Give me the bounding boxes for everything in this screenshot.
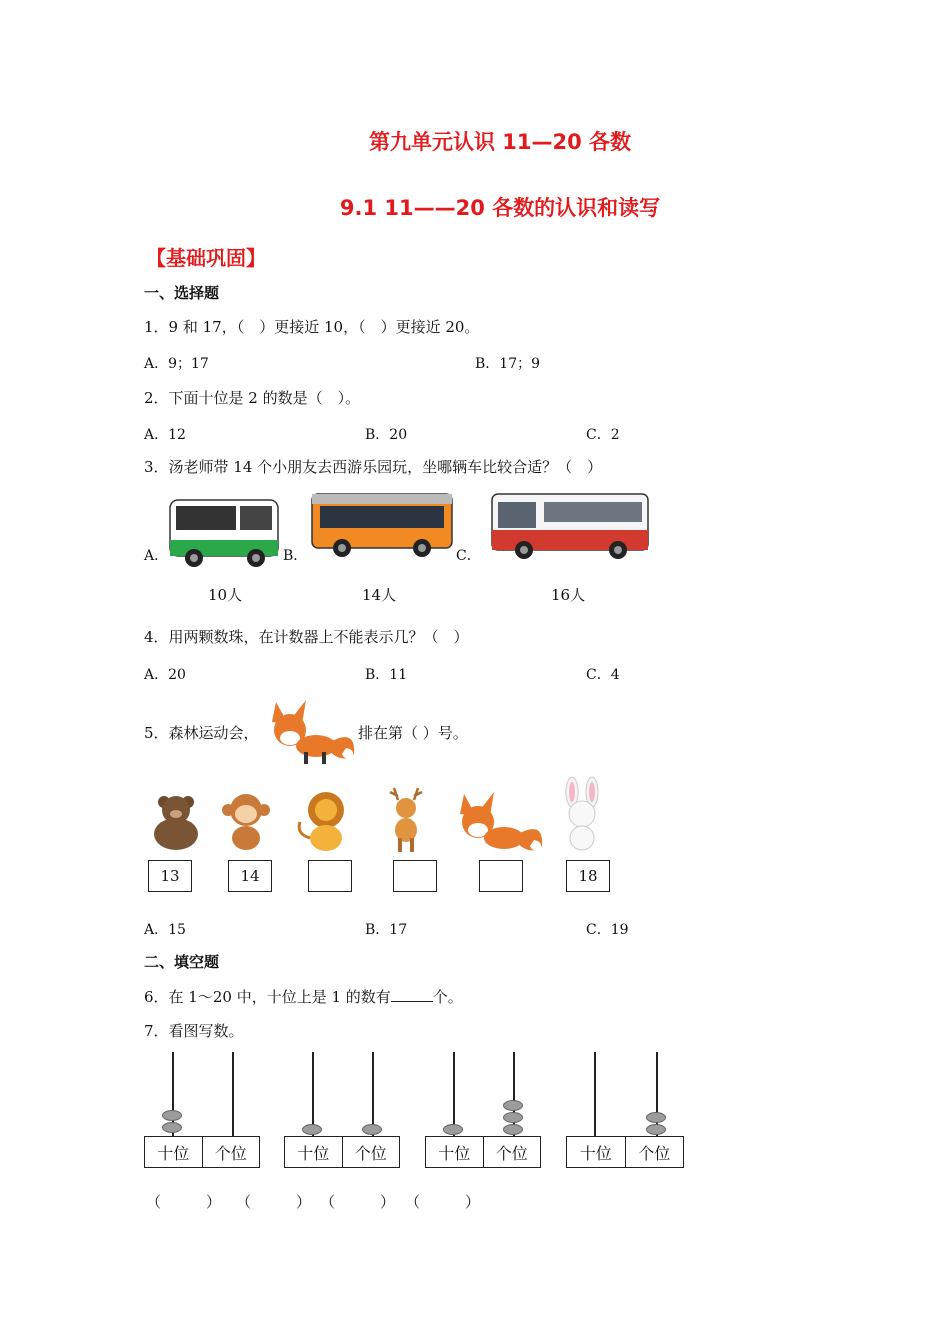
number-box: 14 [228, 860, 272, 892]
number-box [308, 860, 352, 892]
number-box: 18 [566, 860, 610, 892]
bead-icon [503, 1112, 523, 1123]
bear-icon [146, 790, 208, 852]
abacus [144, 1052, 260, 1168]
q6-text [144, 986, 463, 1007]
q1-option-a: A．9；17 [144, 356, 209, 372]
q3-caption-c: 16人 [551, 586, 586, 604]
part1-heading: 一、选择题 [144, 284, 220, 302]
q3-caption-b: 14人 [362, 586, 397, 604]
lesson-title: 9.1 11——20 各数的认识和读写 [339, 196, 661, 220]
q4-option-c: C．4 [586, 667, 620, 683]
q7-answer-blank[interactable]: （ ） [405, 1193, 481, 1211]
bead-icon [362, 1124, 382, 1135]
abacus-label-tens: 十位 [297, 1143, 330, 1163]
bead-icon [503, 1100, 523, 1111]
bead-icon [503, 1124, 523, 1135]
q6-text-after: 个。 [432, 988, 463, 1006]
abacus-label-ones: 个位 [625, 1137, 684, 1167]
q3-letter-c: C． [456, 548, 481, 564]
q4-option-b: B．11 [365, 667, 408, 683]
bead-icon [162, 1122, 182, 1133]
bead-icon [162, 1110, 182, 1121]
number-box [393, 860, 437, 892]
monkey-icon [220, 790, 272, 852]
abacus-label-ones: 个位 [342, 1137, 400, 1167]
abacus-label-ones: 个位 [202, 1137, 260, 1167]
q5-option-c: C．19 [586, 922, 629, 938]
q4-option-a: A．20 [144, 667, 186, 683]
q7-answer-blank[interactable]: （ ） [236, 1193, 312, 1211]
bus-c-icon [488, 486, 652, 564]
q5-text-after: 排在第（ ）号。 [358, 724, 468, 742]
q4-text: 4．用两颗数珠，在计数器上不能表示几？（ ） [144, 628, 469, 646]
q2-option-a: A．12 [144, 427, 186, 443]
q3-letter-b: B． [283, 548, 308, 564]
q7-answer-blank[interactable]: （ ） [146, 1193, 222, 1211]
q7-text: 7．看图写数。 [144, 1022, 244, 1040]
q7-answer-blank[interactable]: （ ） [320, 1193, 396, 1211]
bead-icon [443, 1124, 463, 1135]
deer-icon [378, 784, 434, 854]
bus-a-icon [166, 492, 282, 570]
q2-text: 2．下面十位是 2 的数是（ ）。 [144, 389, 361, 407]
number-box [479, 860, 523, 892]
fox-icon [266, 694, 358, 766]
lion-icon [292, 788, 354, 854]
abacus-label-ones: 个位 [483, 1137, 541, 1167]
q5-text-before: 5．森林运动会， [144, 724, 259, 742]
bead-icon [646, 1124, 666, 1135]
q5-option-b: B．17 [365, 922, 408, 938]
fox-row-icon [454, 786, 546, 856]
abacus [566, 1052, 684, 1168]
rabbit-icon [556, 776, 608, 854]
q6-answer-blank[interactable] [391, 987, 433, 1002]
abacus-label-tens: 十位 [438, 1143, 471, 1163]
q6-text-before: 6．在 1～20 中，十位上是 1 的数有 [144, 988, 391, 1006]
abacus-label-tens: 十位 [579, 1143, 612, 1163]
bus-b-icon [308, 488, 456, 562]
q1-text: 1．9 和 17，（ ）更接近 10，（ ）更接近 20。 [144, 318, 480, 336]
part2-heading: 二、填空题 [144, 953, 220, 971]
q3-caption-a: 10人 [208, 586, 243, 604]
bead-icon [646, 1112, 666, 1123]
q2-option-b: B．20 [365, 427, 408, 443]
abacus [425, 1052, 541, 1168]
abacus-label-tens: 十位 [157, 1143, 190, 1163]
q3-text: 3．汤老师带 14 个小朋友去西游乐园玩，坐哪辆车比较合适？（ ） [144, 458, 603, 476]
abacus [284, 1052, 400, 1168]
number-box: 13 [148, 860, 192, 892]
unit-title: 第九单元认识 11—20 各数 [368, 130, 632, 154]
q1-option-b: B．17；9 [475, 356, 541, 372]
q2-option-c: C．2 [586, 427, 620, 443]
section-title: 【基础巩固】 [146, 246, 266, 270]
q3-letter-a: A． [144, 548, 169, 564]
bead-icon [302, 1124, 322, 1135]
q5-option-a: A．15 [144, 922, 186, 938]
